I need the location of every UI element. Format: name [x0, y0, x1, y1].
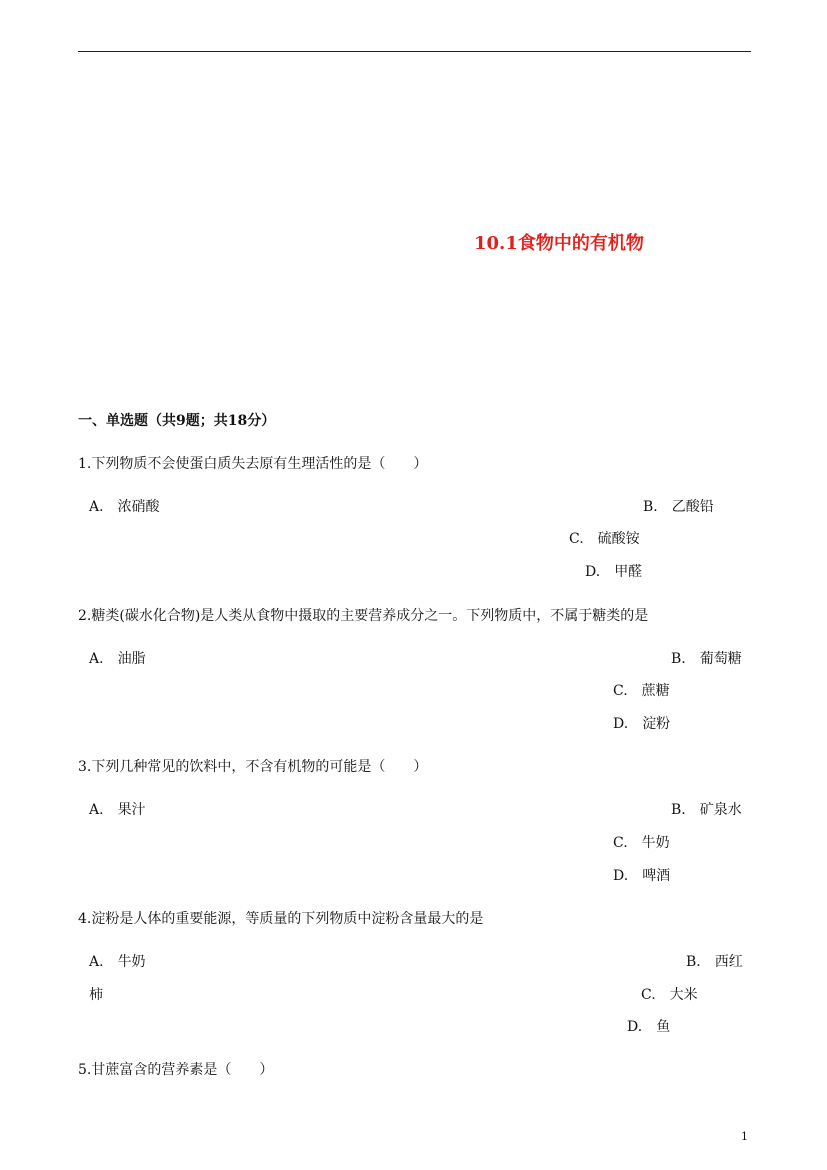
- question-3-stem: 3.下列几种常见的饮料中，不含有机物的可能是（ ）: [78, 759, 428, 775]
- question-2-stem: 2.糖类(碳水化合物)是人类从食物中摄取的主要营养成分之一。下列物质中，不属于糖类的是: [78, 608, 649, 624]
- question-1-option-d: D. 甲醛: [585, 564, 643, 580]
- section-heading: 一、单选题（共9题；共18分）: [78, 413, 276, 429]
- question-4-option-c: C. 大米: [641, 987, 698, 1003]
- question-4-stem: 4.淀粉是人体的重要能源，等质量的下列物质中淀粉含量最大的是: [78, 911, 484, 927]
- question-3-option-a: A. 果汁: [89, 802, 146, 818]
- question-2-option-b: B. 葡萄糖: [671, 651, 742, 667]
- question-1-option-b: B. 乙酸铅: [643, 499, 714, 515]
- question-3-option-c: C. 牛奶: [613, 835, 670, 851]
- question-3-option-b: B. 矿泉水: [671, 802, 742, 818]
- question-4-option-b-continued: 柿: [89, 987, 103, 1003]
- question-1-option-a: A. 浓硝酸: [89, 499, 160, 515]
- question-2-option-c: C. 蔗糖: [613, 683, 670, 699]
- question-2-option-d: D. 淀粉: [613, 716, 671, 732]
- question-4-option-b: B. 西红: [686, 954, 743, 970]
- header-rule: [78, 51, 751, 52]
- page-number: 1: [741, 1130, 748, 1143]
- question-1-stem: 1.下列物质不会使蛋白质失去原有生理活性的是（ ）: [78, 456, 428, 472]
- document-title: 10.1食物中的有机物: [474, 233, 644, 254]
- question-1-option-c: C. 硫酸铵: [569, 531, 640, 547]
- question-4-option-a: A. 牛奶: [89, 954, 146, 970]
- question-3-option-d: D. 啤酒: [613, 868, 671, 884]
- question-4-option-d: D. 鱼: [627, 1019, 671, 1035]
- question-2-option-a: A. 油脂: [89, 651, 146, 667]
- question-5-stem: 5.甘蔗富含的营养素是（ ）: [78, 1062, 274, 1078]
